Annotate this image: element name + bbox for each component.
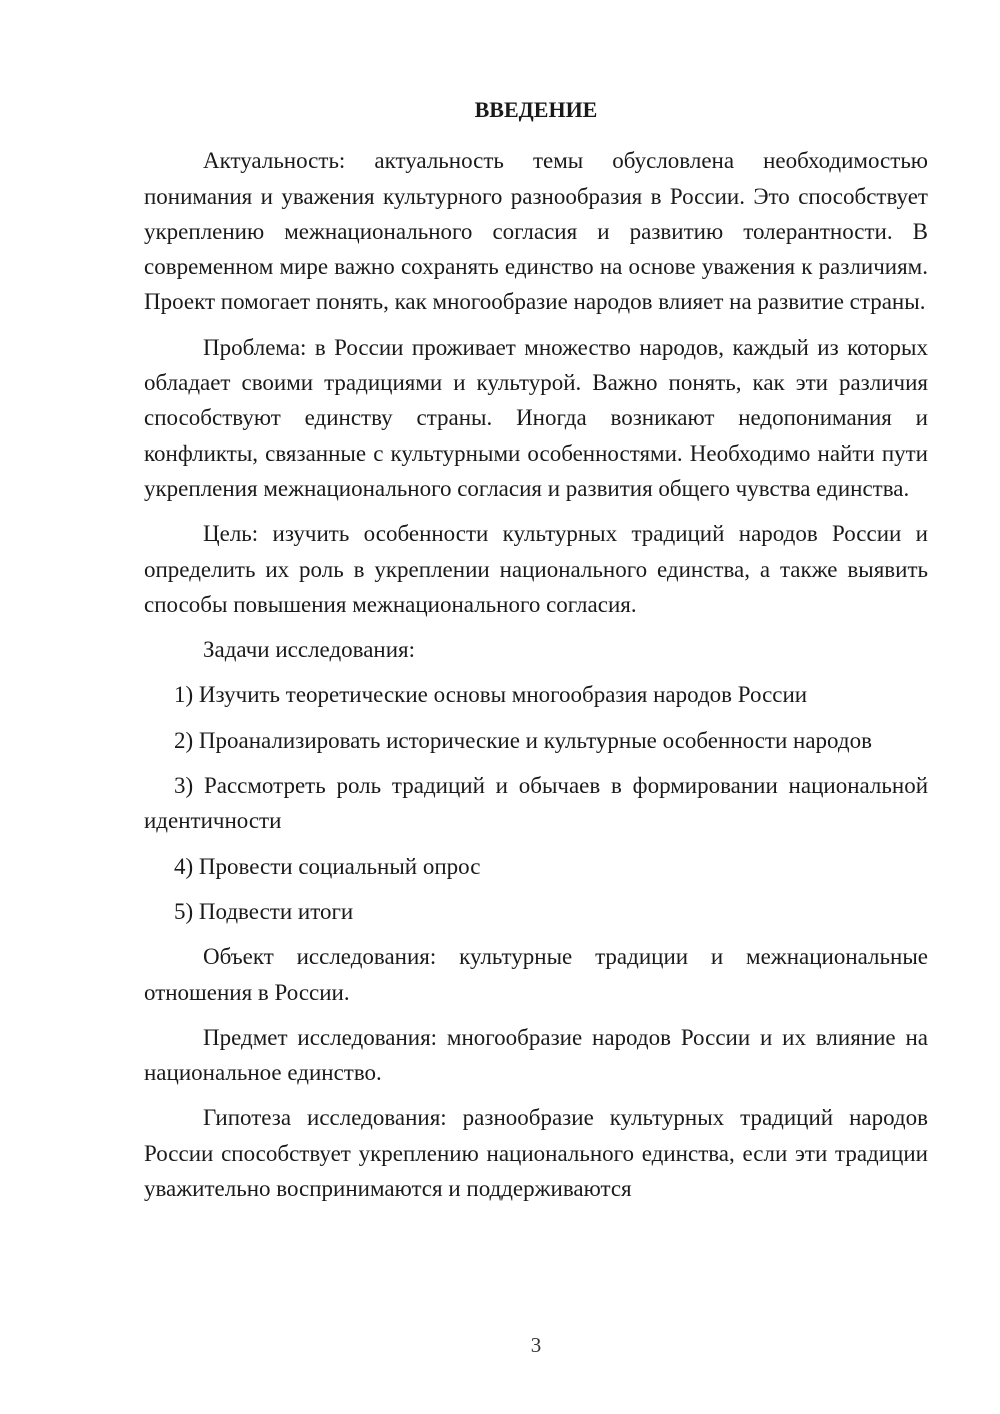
paragraph-hypothesis: Гипотеза исследования: разнообразие культурных традиций народов России способствует укреплению национального единства, если эти традиции уважительно воспринимаются и поддерживаются [144,1105,928,1202]
paragraph-object: Объект исследования: культурные традиции и межнациональные отношения в России. [144,944,928,1005]
paragraph-relevance: Актуальность: актуальность темы обусловлена необходимостью понимания и уважения культурного разнообразия в России. Это способствует укреплению межнационального согласия и развитию толерантности. В современном мире важно сохранять единство на основе уважения к различиям. Проект помогает понять, как многообразие народов влияет на развитие страны. [144,148,928,315]
tasks-heading: Задачи исследования: [203,637,416,663]
list-item: 4) Провести социальный опрос [174,853,481,879]
list-item: 3) Рассмотреть роль традиций и обычаев в формировании национальной идентичности [144,773,928,834]
tasks-list [144,677,928,929]
list-item: 5) Подвести итоги [174,898,354,924]
paragraph-subject: Предмет исследования: многообразие народов России и их влияние на национальное единство. [144,1024,928,1086]
paragraph-goal: Цель: изучить особенности культурных традиций народов России и определить их роль в укреплении национального единства, а также выявить способы повышения межнационального согласия. [144,521,928,617]
page-number: 3 [530,1333,542,1357]
paragraph-problem: Проблема: в России проживает множество народов, каждый из которых обладает своими традициями и культурой. Важно понять, как эти различия способствуют единству страны. Иногда возникают недопонимания и конфликты, связанные с культурными особенностями. Необходимо найти пути укрепления межнационального согласия и развития общего чувства единства. [144,334,928,501]
list-item: 2) Проанализировать исторические и культурные особенности народов [174,727,872,753]
list-item: 1) Изучить теоретические основы многообразия народов России [174,682,808,708]
document-page [144,92,928,1216]
page-title: ВВЕДЕНИЕ [474,97,598,122]
